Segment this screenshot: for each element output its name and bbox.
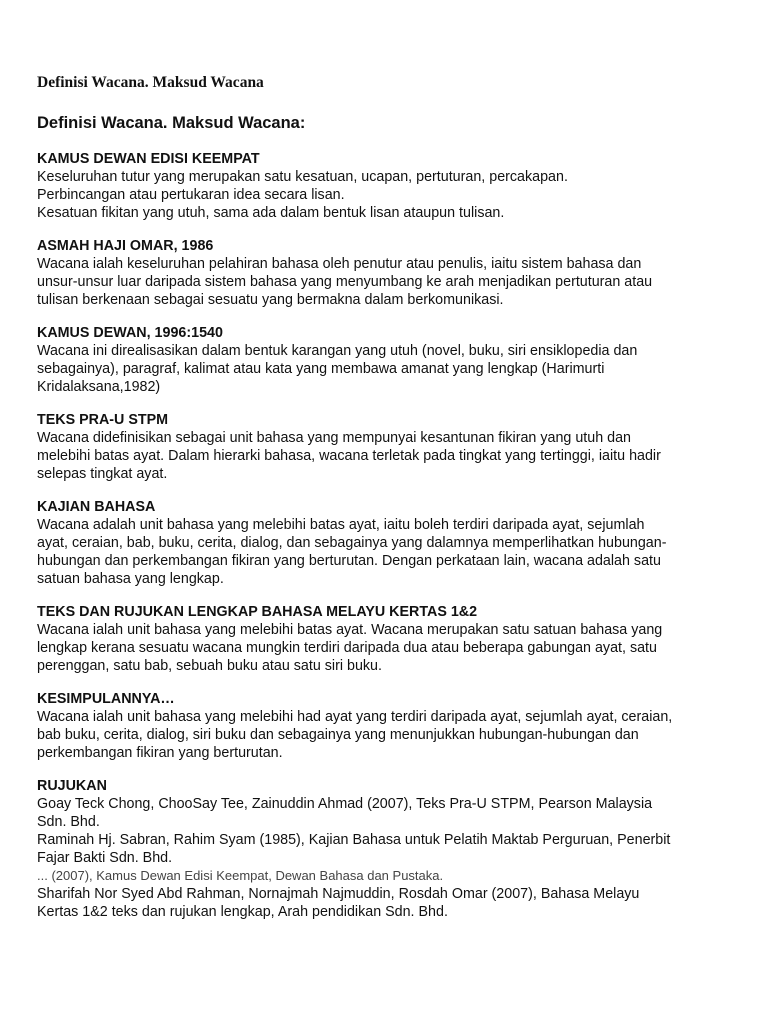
document-section [37, 411, 737, 483]
section-text-line: Wacana didefinisikan sebagai unit bahasa yang mempunyai kesantunan fikiran yang utuh dan [37, 430, 631, 446]
document-section [37, 690, 737, 762]
section-text-line: Sdn. Bhd. [37, 814, 100, 830]
section-text-line: hubungan dan perkembangan fikiran yang berturutan. Dengan perkataan lain, wacana adalah satu [37, 553, 661, 569]
section-text-line: Sharifah Nor Syed Abd Rahman, Nornajmah Najmuddin, Rosdah Omar (2007), Bahasa Melayu [37, 886, 640, 902]
section-text-line: ... (2007), Kamus Dewan Edisi Keempat, Dewan Bahasa dan Pustaka. [37, 868, 444, 883]
section-heading: KESIMPULANNYA… [37, 691, 175, 707]
section-heading: KAJIAN BAHASA [37, 499, 156, 515]
section-text-line: Wacana ialah keseluruhan pelahiran bahasa oleh penutur atau penulis, iaitu sistem bahasa dan [37, 256, 642, 272]
section-heading: KAMUS DEWAN EDISI KEEMPAT [37, 151, 260, 167]
section-text-line: Wacana ini direalisasikan dalam bentuk karangan yang utuh (novel, buku, siri ensiklopedia dan [37, 343, 638, 359]
section-text-line: Raminah Hj. Sabran, Rahim Syam (1985), Kajian Bahasa untuk Pelatih Maktab Perguruan, Penerbit [37, 832, 671, 848]
section-text-line: tulisan berkenaan sebagai sesuatu yang bermakna dalam berkomunikasi. [37, 292, 504, 308]
document-section [37, 777, 737, 921]
section-text-line: perenggan, satu bab, sebuah buku atau satu siri buku. [37, 658, 382, 674]
section-text-line: Kesatuan fikitan yang utuh, sama ada dalam bentuk lisan ataupun tulisan. [37, 205, 505, 221]
document-section [37, 603, 737, 675]
section-text-line: melebihi batas ayat. Dalam hierarki bahasa, wacana terletak pada tingkat yang tertinggi, iaitu hadir [37, 448, 661, 464]
section-text-line: Wacana ialah unit bahasa yang melebihi batas ayat. Wacana merupakan satu satuan bahasa yang [37, 622, 663, 638]
section-heading: TEKS PRA-U STPM [37, 412, 169, 428]
section-text-line: unsur-unsur luar daripada sistem bahasa yang menyumbang ke arah menjadikan pertuturan atau [37, 274, 653, 290]
section-text-line: Fajar Bakti Sdn. Bhd. [37, 850, 173, 866]
section-text-line: Goay Teck Chong, ChooSay Tee, Zainuddin Ahmad (2007), Teks Pra-U STPM, Pearson Malaysia [37, 796, 653, 812]
section-text-line: satuan bahasa yang lengkap. [37, 571, 224, 587]
section-heading: ASMAH HAJI OMAR, 1986 [37, 238, 214, 254]
section-text-line: selepas tingkat ayat. [37, 466, 168, 482]
section-text-line: Wacana adalah unit bahasa yang melebihi batas ayat, iaitu boleh terdiri daripada ayat, sejumlah [37, 517, 645, 533]
document-section [37, 498, 737, 588]
section-text-line: Kertas 1&2 teks dan rujukan lengkap, Arah pendidikan Sdn. Bhd. [37, 904, 448, 920]
section-heading: RUJUKAN [37, 778, 107, 794]
section-heading: KAMUS DEWAN, 1996:1540 [37, 325, 223, 341]
sections-container [37, 150, 737, 921]
section-text-line: Wacana ialah unit bahasa yang melebihi had ayat yang terdiri daripada ayat, sejumlah ayat, ceraian, [37, 709, 673, 725]
section-text-line: lengkap kerana sesuatu wacana mungkin terdiri daripada dua atau beberapa gabungan ayat, satu [37, 640, 657, 656]
section-text-line: Perbincangan atau pertukaran idea secara lisan. [37, 187, 345, 203]
section-text-line: Kridalaksana,1982) [37, 379, 161, 395]
document-section [37, 324, 737, 396]
main-title: Definisi Wacana. Maksud Wacana: [37, 114, 306, 132]
section-text-line: ayat, ceraian, bab, buku, cerita, dialog, dan sebagainya yang dalamnya memperlihatkan hubungan- [37, 535, 667, 551]
section-text-line: bab buku, cerita, dialog, siri buku dan sebagainya yang menunjukkan hubungan-hubungan dan [37, 727, 639, 743]
section-text-line: Keseluruhan tutur yang merupakan satu kesatuan, ucapan, pertuturan, percakapan. [37, 169, 568, 185]
document-content [37, 112, 737, 936]
document-section [37, 237, 737, 309]
section-heading: TEKS DAN RUJUKAN LENGKAP BAHASA MELAYU KERTAS 1&2 [37, 604, 478, 620]
document-section [37, 150, 737, 222]
section-text-line: perkembangan fikiran yang berturutan. [37, 745, 283, 761]
document-header-title: Definisi Wacana. Maksud Wacana [37, 74, 264, 91]
section-text-line: sebagainya), paragraf, kalimat atau kata yang membawa amanat yang lengkap (Harimurti [37, 361, 605, 377]
